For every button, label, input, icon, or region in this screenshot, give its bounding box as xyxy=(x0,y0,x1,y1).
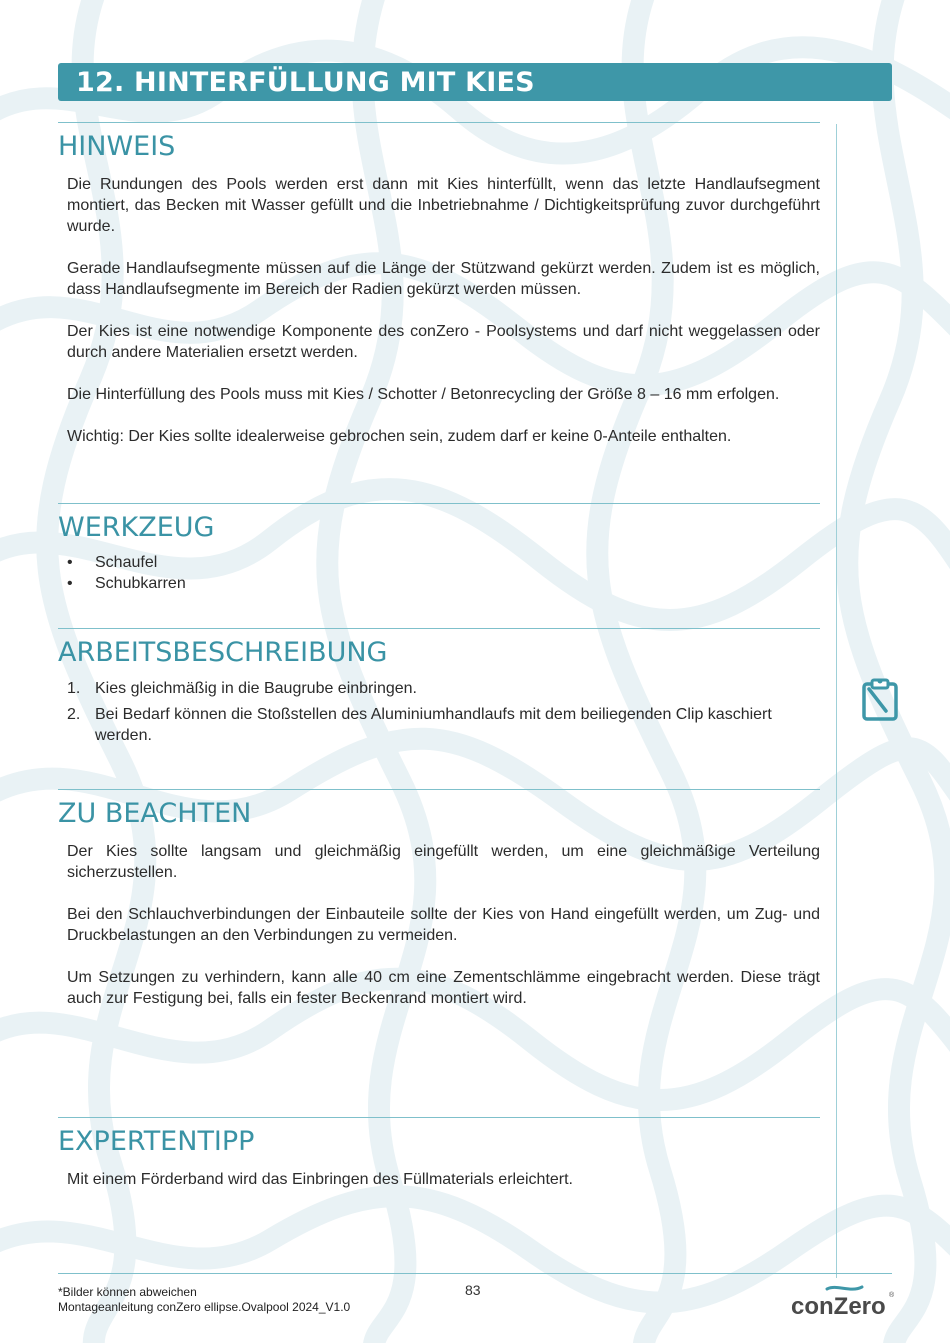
section-divider xyxy=(58,789,820,790)
section-body-zu-beachten xyxy=(67,841,820,1009)
section-body-expertentipp xyxy=(67,1169,820,1190)
section-zu-beachten xyxy=(58,789,820,1009)
svg-text:conZero: conZero xyxy=(791,1293,886,1319)
chapter-title: 12. HINTERFÜLLUNG MIT KIES xyxy=(76,66,535,98)
tool-list xyxy=(67,552,820,594)
section-title-zu-beachten: ZU BEACHTEN xyxy=(58,798,252,829)
step-item xyxy=(67,678,820,699)
paragraph: Mit einem Förderband wird das Einbringen des Füllmaterials erleichtert. xyxy=(67,1171,573,1188)
paragraph: Die Hinterfüllung des Pools muss mit Kies / Schotter / Betonrecycling der Größe 8 – 16 mm erfolgen. xyxy=(67,386,780,403)
conzero-logo xyxy=(790,1285,895,1319)
section-divider xyxy=(58,628,820,629)
footer-info xyxy=(58,1285,350,1315)
section-title-expertentipp: EXPERTENTIPP xyxy=(58,1126,255,1157)
paragraph: Wichtig: Der Kies sollte idealerweise gebrochen sein, zudem darf er keine 0-Anteile enthalten. xyxy=(67,428,732,445)
clipboard-icon xyxy=(862,677,898,721)
footer-note: *Bilder können abweichen xyxy=(58,1285,197,1299)
section-body-werkzeug xyxy=(67,552,820,594)
footer-doc-name: Montageanleitung conZero ellipse.Ovalpool 2024_V1.0 xyxy=(58,1300,351,1314)
footer-divider xyxy=(58,1273,892,1274)
section-expertentipp xyxy=(58,1117,820,1190)
bullet-icon: • xyxy=(67,575,73,592)
paragraph: Um Setzungen zu verhindern, kann alle 40 cm eine Zementschlämme eingebracht werden. Diese trägt auch zur Festigung bei, falls ein fester Beckenrand montiert wird. xyxy=(67,969,820,1007)
list-item-text: Schubkarren xyxy=(95,575,186,592)
section-werkzeug xyxy=(58,503,820,594)
page-number: 83 xyxy=(465,1282,481,1298)
section-body-arbeitsbeschreibung xyxy=(67,678,820,746)
chapter-title-bar xyxy=(58,63,892,101)
section-divider xyxy=(58,1117,820,1118)
list-item xyxy=(67,573,820,594)
paragraph: Die Rundungen des Pools werden erst dann mit Kies hinterfüllt, wenn das letzte Handlaufsegment montiert, das Becken mit Wasser gefüllt und die Inbetriebnahme / Dichtigkeitsprüfung zuvor durchgeführt wurde. xyxy=(67,176,820,235)
paragraph: Bei den Schlauchverbindungen der Einbauteile sollte der Kies von Hand eingefüllt werden, um Zug- und Druckbelastungen an den Verbindungen zu vermeiden. xyxy=(67,906,820,944)
section-title-werkzeug: WERKZEUG xyxy=(58,512,215,543)
step-number: 2. xyxy=(67,706,81,723)
section-arbeitsbeschreibung xyxy=(58,628,820,751)
section-body-hinweis xyxy=(67,174,820,447)
paragraph: Der Kies sollte langsam und gleichmäßig eingefüllt werden, um eine gleichmäßige Verteilung sicherzustellen. xyxy=(67,843,820,881)
step-number: 1. xyxy=(67,680,81,697)
paragraph: Der Kies ist eine notwendige Komponente des conZero - Poolsystems und darf nicht weggelassen oder durch andere Materialien ersetzt werden. xyxy=(67,323,820,361)
list-item xyxy=(67,552,820,573)
section-title-arbeitsbeschreibung: ARBEITSBESCHREIBUNG xyxy=(58,637,388,668)
section-divider xyxy=(58,122,820,123)
side-divider xyxy=(836,124,837,1278)
section-divider xyxy=(58,503,820,504)
step-text: Bei Bedarf können die Stoßstellen des Aluminiumhandlaufs mit dem beiliegenden Clip kaschiert werden. xyxy=(95,706,772,744)
step-item xyxy=(67,704,820,746)
step-list xyxy=(67,678,820,746)
section-hinweis xyxy=(58,122,820,447)
bullet-icon: • xyxy=(67,554,73,571)
list-item-text: Schaufel xyxy=(95,554,158,571)
svg-text:®: ® xyxy=(889,1292,895,1299)
step-text: Kies gleichmäßig in die Baugrube einbringen. xyxy=(95,680,417,697)
section-title-hinweis: HINWEIS xyxy=(58,131,176,162)
paragraph: Gerade Handlaufsegmente müssen auf die Länge der Stützwand gekürzt werden. Zudem ist es möglich, dass Handlaufsegmente im Bereich der Radien gekürzt werden müssen. xyxy=(67,260,820,298)
